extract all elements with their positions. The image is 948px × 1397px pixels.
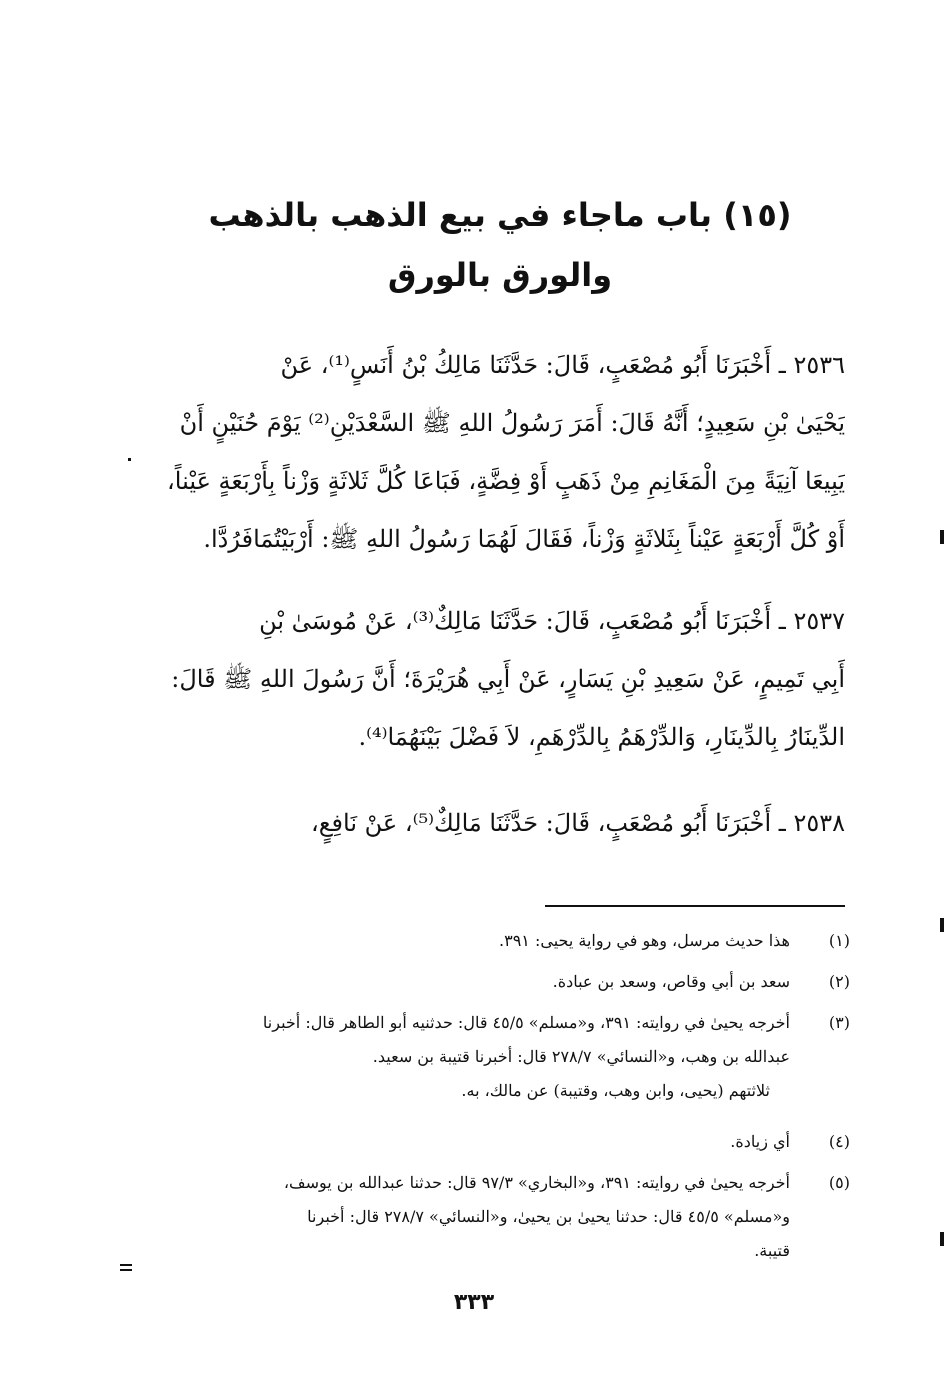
footnote-text: ثلاثتهم (يحيى، وابن وهب، وقتيبة) عن مالك، به. [461,1081,770,1100]
footnote-3 [130,1012,850,1101]
footnote-number: (٤) [828,1132,850,1151]
footnote-number: (٥) [828,1173,850,1192]
footnote-text: قتيبة. [754,1241,790,1260]
scan-mark [940,918,944,932]
hadith-line: ٢٥٣٨ ـ أَخْبَرَنَا أَبُو مُصْعَبٍ، قَالَ: حَدَّثَنَا مَالِكٌ⁽⁵⁾، عَنْ نَافِعٍ، [311,809,845,837]
page-number: ٣٣٣ [453,1290,495,1315]
hadith-line: يَحْيَىٰ بْنِ سَعِيدٍ؛ أَنَّهُ قَالَ: أَمَرَ رَسُولُ اللهِ ﷺ السَّعْدَيْنِ⁽²⁾ يَوْمَ حُنَيْنٍ أَنْ [179,409,845,437]
scan-mark [940,530,944,544]
chapter-title-line2: والورق بالورق [387,256,613,294]
scan-mark [120,1269,132,1271]
hadith-line: أَبِي تَمِيمٍ، عَنْ سَعِيدِ بْنِ يَسَارٍ، عَنْ أَبِي هُرَيْرَةَ؛ أَنَّ رَسُولَ اللهِ ﷺ قَالَ: [171,665,845,693]
footnote-text: أخرجه يحيىٰ في روايته: ٣٩١، و«البخاري» ٩٧/٣ قال: حدثنا عبدالله بن يوسف، [283,1173,790,1192]
footnote-number: (٣) [828,1013,850,1032]
footnote-text: سعد بن أبي وقاص، وسعد بن عبادة. [552,972,790,991]
footnote-text: هذا حديث مرسل، وهو في رواية يحيى: ٣٩١. [499,931,790,950]
hadith-line: يَبِيعَا آنِيَةً مِنَ الْمَغَانِمِ مِنْ ذَهَبٍ أَوْ فِضَّةٍ، فَبَاعَا كُلَّ ثَلاثَةٍ وَزْناً بِأَرْبَعَةٍ عَيْناً، [167,467,845,495]
footnote-text: أي زيادة. [730,1132,790,1151]
chapter-title-line1: (١٥) باب ماجاء في بيع الذهب بالذهب [208,196,792,234]
hadith-2537 [135,592,845,766]
footnote-5 [130,1172,850,1261]
footnote-divider [545,905,845,907]
hadith-line: ٢٥٣٧ ـ أَخْبَرَنَا أَبُو مُصْعَبٍ، قَالَ: حَدَّثَنَا مَالِكٌ⁽³⁾، عَنْ مُوسَىٰ بْنِ [259,607,845,635]
scan-mark [128,458,131,461]
footnote-1 [130,930,850,951]
hadith-line: أَوْ كُلَّ أَرْبَعَةٍ عَيْناً بِثَلاثَةٍ وَزْناً، فَقَالَ لَهُمَا رَسُولُ اللهِ ﷺ: أَرْبَيْتُمَافَرُدَّا. [203,525,845,553]
footnote-text: أخرجه يحيىٰ في روايته: ٣٩١، و«مسلم» ٤٥/٥ قال: حدثنيه أبو الطاهر قال: أخبرنا [262,1013,790,1032]
hadith-2538 [135,794,845,852]
footnote-number: (٢) [828,972,850,991]
footnote-text: عبدالله بن وهب، و«النسائي» ٢٧٨/٧ قال: أخبرنا قتيبة بن سعيد. [372,1047,790,1066]
scan-mark [120,1264,132,1266]
hadith-line: الدِّينَارُ بِالدِّينَارِ، وَالدِّرْهَمُ بِالدِّرْهَمِ، لاَ فَضْلَ بَيْنَهُمَا⁽⁴⁾. [358,723,845,751]
scan-mark [940,1232,944,1246]
footnote-4 [130,1131,850,1152]
hadith-line: ٢٥٣٦ ـ أَخْبَرَنَا أَبُو مُصْعَبٍ، قَالَ: حَدَّثَنَا مَالِكُ بْنُ أَنَسٍ⁽¹⁾، عَنْ [280,351,845,379]
hadith-2536 [135,336,845,568]
footnote-2 [130,971,850,992]
footnote-number: (١) [828,931,850,950]
footnote-text: و«مسلم» ٤٥/٥ قال: حدثنا يحيىٰ بن يحيىٰ، و«النسائي» ٢٧٨/٧ قال: أخبرنا [307,1207,790,1226]
